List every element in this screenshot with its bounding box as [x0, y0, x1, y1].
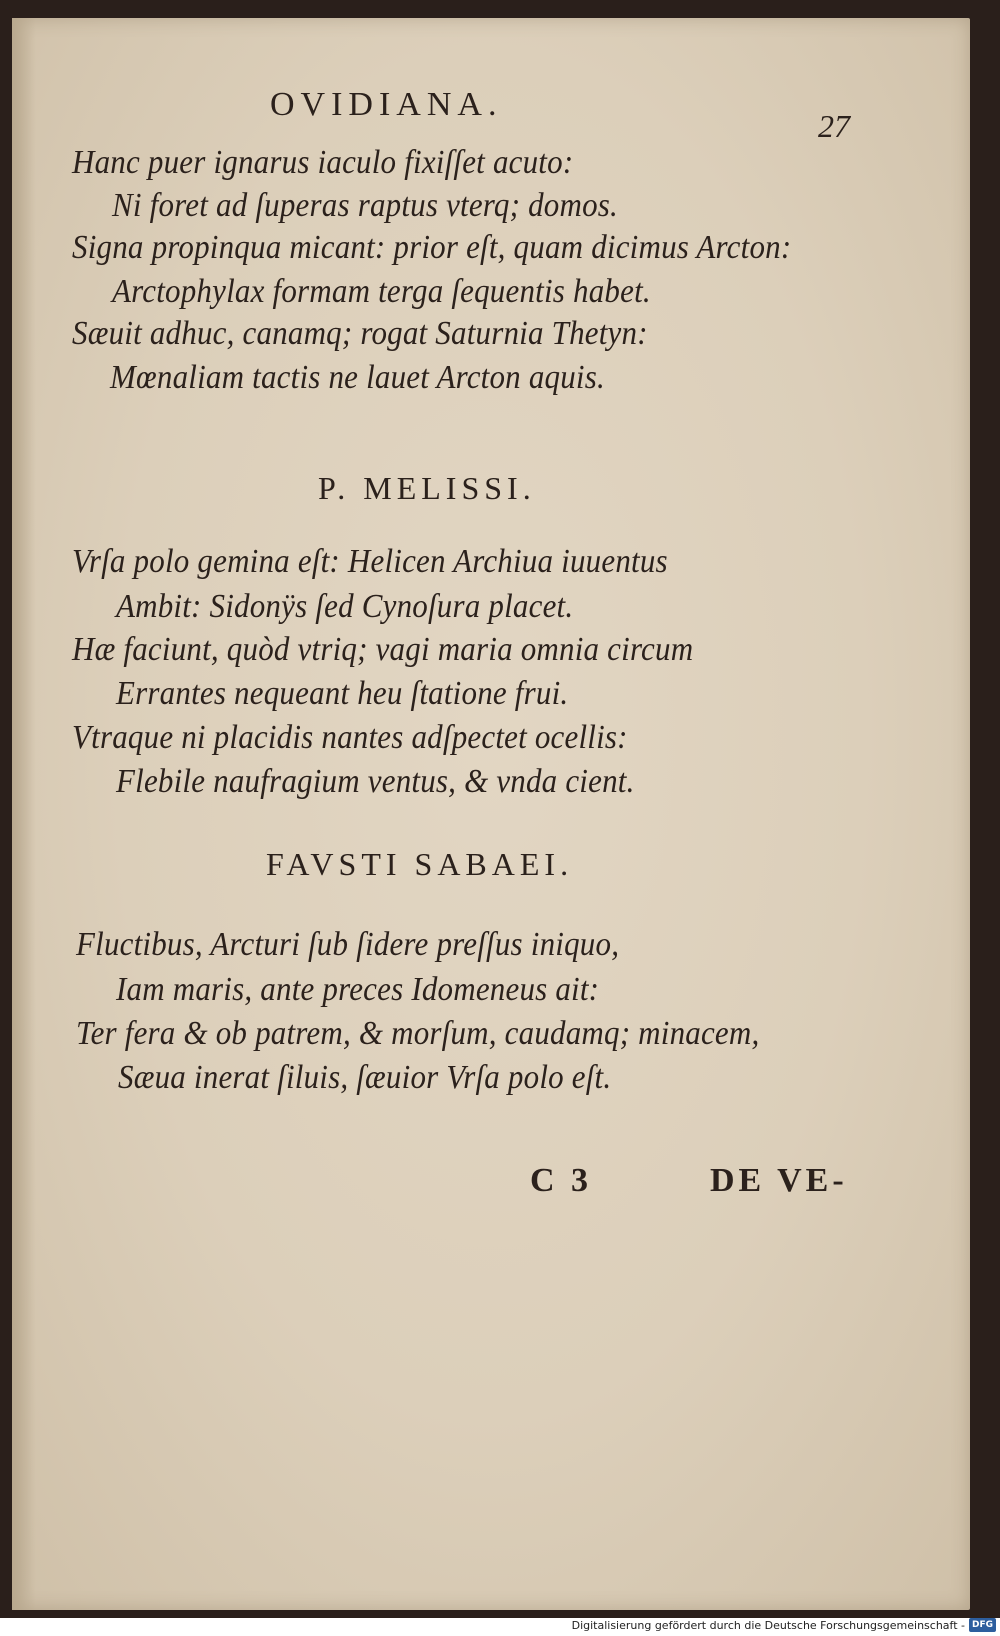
verse-line: Mœnaliam tactis ne lauet Arcton aquis. — [110, 358, 605, 396]
verse-line: Arctophylax formam terga ſequentis habet. — [112, 272, 651, 310]
verse-line: Ter fera & ob patrem, & morſum, caudamq; minacem, — [76, 1014, 760, 1052]
catchword: DE VE- — [710, 1162, 848, 1199]
verse-line: Flebile naufragium ventus, & vnda cient. — [116, 762, 635, 800]
section-heading: P. MELISSI. — [318, 470, 536, 506]
signature-mark: C 3 — [530, 1162, 593, 1199]
verse-line: Hanc puer ignarus iaculo fixiſſet acuto: — [72, 143, 574, 181]
verse-line: Signa propinqua micant: prior eſt, quam dicimus Arcton: — [72, 228, 792, 266]
verse-line: Hæ faciunt, quòd vtriq; vagi maria omnia circum — [72, 630, 694, 668]
dfg-logo-icon: DFG — [969, 1618, 996, 1632]
verse-line: Errantes nequeant heu ſtatione frui. — [116, 674, 569, 712]
verse-line: Ni foret ad ſuperas raptus vterq; domos. — [112, 186, 618, 224]
verse-line: Vtraque ni placidis nantes adſpectet ocellis: — [72, 718, 628, 756]
digitization-credit — [572, 1616, 996, 1634]
verse-line: Vrſa polo gemina eſt: Helicen Archiua iuuentus — [72, 542, 668, 580]
verse-line: Ambit: Sidonÿs ſed Cynoſura placet. — [116, 587, 574, 625]
credit-text: Digitalisierung gefördert durch die Deutsche Forschungsgemeinschaft - — [571, 1618, 965, 1632]
running-head: OVIDIANA. — [270, 86, 503, 123]
page-number: 27 — [818, 108, 850, 144]
verse-line: Iam maris, ante preces Idomeneus ait: — [116, 970, 600, 1008]
section-heading: FAVSTI SABAEI. — [266, 846, 574, 882]
verse-line: Fluctibus, Arcturi ſub ſidere preſſus iniquo, — [76, 925, 620, 963]
verse-line: Sæua inerat ſiluis, ſæuior Vrſa polo eſt. — [118, 1058, 612, 1096]
page-gutter — [12, 18, 36, 1610]
verse-line: Sæuit adhuc, canamq; rogat Saturnia Thetyn: — [72, 314, 648, 352]
